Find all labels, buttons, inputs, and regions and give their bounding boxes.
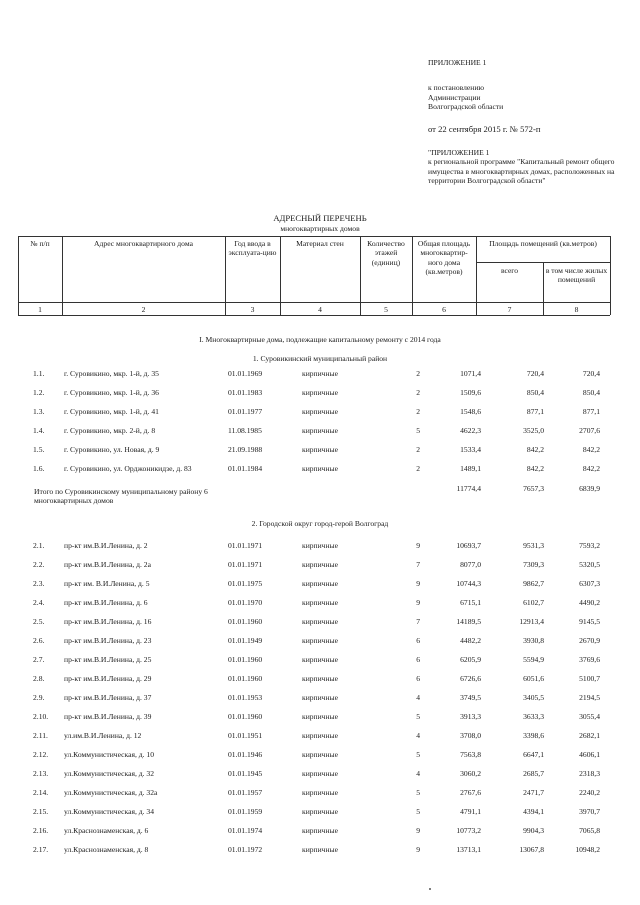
table-row: [0, 541, 640, 553]
row-year: 21.09.1988: [228, 445, 263, 454]
row-address: ул.Коммунистическая, д. 32а: [64, 788, 158, 797]
district-1-subtotal-values: [0, 484, 640, 496]
row-total-area: 6205,9: [460, 655, 481, 664]
row-floors: 5: [416, 712, 420, 721]
row-floors: 9: [416, 826, 420, 835]
row-number: 1.6.: [33, 464, 45, 473]
row-address: пр-кт им.В.И.Ленина, д. 23: [64, 636, 152, 645]
col-header-year: Год ввода в эксплуата-цию: [228, 239, 277, 258]
row-premises-all: 6102,7: [523, 598, 544, 607]
row-address: пр-кт им.В.И.Ленина, д. 25: [64, 655, 152, 664]
row-premises-residential: 842,2: [582, 464, 600, 473]
row-number: 2.9.: [33, 693, 45, 702]
row-number: 1.3.: [33, 407, 45, 416]
col-number-1: 1: [38, 305, 42, 314]
decree-date: от 22 сентября 2015 г. № 572-п: [428, 124, 541, 134]
row-year: 01.01.1969: [228, 369, 263, 378]
table-row: [0, 769, 640, 781]
col-header-floors: Количество этажей (единиц): [367, 239, 405, 267]
row-address: пр-кт им.В.И.Ленина, д. 39: [64, 712, 152, 721]
row-premises-all: 9904,3: [523, 826, 544, 835]
row-total-area: 1509,6: [460, 388, 481, 397]
col-number-8: 8: [574, 305, 579, 314]
row-premises-residential: 877,1: [582, 407, 600, 416]
row-material: кирпичные: [302, 807, 339, 816]
row-total-area: 4791,1: [460, 807, 481, 816]
row-material: кирпичные: [302, 674, 339, 683]
row-total-area: 8077,0: [460, 560, 481, 569]
row-premises-residential: 4606,1: [579, 750, 600, 759]
row-total-area: 7563,8: [460, 750, 481, 759]
row-premises-all: 2471,7: [523, 788, 544, 797]
row-year: 01.01.1945: [228, 769, 263, 778]
row-total-area: 1548,6: [460, 407, 481, 416]
row-address: ул.Коммунистическая, д. 34: [64, 807, 155, 816]
row-premises-all: 7309,3: [523, 560, 544, 569]
row-year: 01.01.1972: [228, 845, 263, 854]
row-material: кирпичные: [302, 693, 339, 702]
row-premises-all: 4394,1: [523, 807, 544, 816]
row-material: кирпичные: [302, 407, 339, 416]
row-premises-residential: 6307,3: [579, 579, 600, 588]
row-year: 01.01.1951: [228, 731, 263, 740]
row-year: 01.01.1959: [228, 807, 263, 816]
appendix-header: [428, 58, 628, 134]
col-header-residential: в том числе жилых помещений: [545, 266, 608, 285]
row-total-area: 4622,3: [460, 426, 481, 435]
row-premises-residential: 4490,2: [579, 598, 600, 607]
row-total-area: 14189,5: [456, 617, 481, 626]
row-year: 01.01.1949: [228, 636, 263, 645]
row-year: 01.01.1960: [228, 655, 263, 664]
row-address: г. Суровикино, ул. Новая, д. 9: [64, 445, 160, 454]
table-row: [0, 388, 640, 400]
table-row: [0, 693, 640, 705]
row-number: 2.16.: [33, 826, 49, 835]
row-floors: 5: [416, 426, 420, 435]
row-material: кирпичные: [302, 426, 339, 435]
program-appendix-title: "ПРИЛОЖЕНИЕ 1: [428, 148, 490, 157]
table-row: [0, 712, 640, 724]
col-header-all: всего: [500, 266, 519, 275]
row-number: 2.5.: [33, 617, 45, 626]
row-total-area: 1071,4: [460, 369, 481, 378]
decree-line-1: к постановлению: [428, 83, 485, 93]
row-premises-all: 6051,6: [523, 674, 544, 683]
table-row: [0, 674, 640, 686]
row-premises-residential: 850,4: [582, 388, 600, 397]
row-year: 01.01.1960: [228, 712, 263, 721]
row-premises-all: 3525,0: [523, 426, 544, 435]
row-total-area: 3913,3: [460, 712, 481, 721]
row-total-area: 2767,6: [460, 788, 481, 797]
row-floors: 4: [416, 769, 420, 778]
row-total-area: 3749,5: [460, 693, 481, 702]
row-premises-all: 13067,8: [519, 845, 544, 854]
row-address: пр-кт им.В.И.Ленина, д. 2а: [64, 560, 151, 569]
row-year: 01.01.1971: [228, 560, 263, 569]
row-total-area: 3060,2: [460, 769, 481, 778]
program-header: [428, 148, 633, 185]
row-premises-all: 720,4: [526, 369, 544, 378]
row-material: кирпичные: [302, 541, 339, 550]
row-number: 2.11.: [33, 731, 48, 740]
row-address: ул.Краснознаменская, д. 6: [64, 826, 149, 835]
row-floors: 5: [416, 807, 420, 816]
row-floors: 2: [416, 388, 420, 397]
row-floors: 6: [416, 674, 420, 683]
row-material: кирпичные: [302, 826, 339, 835]
row-number: 1.4.: [33, 426, 45, 435]
row-year: 01.01.1974: [228, 826, 263, 835]
row-premises-all: 5594,9: [523, 655, 544, 664]
district-1-subtotal-label: Итого по Суровикинскому муниципальному району 6 многоквартирных домов: [34, 487, 208, 506]
row-premises-residential: 2240,2: [579, 788, 600, 797]
row-premises-residential: 5100,7: [579, 674, 600, 683]
row-year: 01.01.1957: [228, 788, 263, 797]
row-premises-residential: 10948,2: [575, 845, 600, 854]
row-number: 2.10.: [33, 712, 49, 721]
section-heading: I. Многоквартирные дома, подлежащие капитальному ремонту с 2014 года: [199, 335, 441, 344]
row-address: г. Суровикино, мкр. 1-й, д. 36: [64, 388, 159, 397]
row-premises-all: 2685,7: [523, 769, 544, 778]
row-premises-residential: 7593,2: [579, 541, 600, 550]
row-floors: 7: [416, 560, 420, 569]
row-year: 01.01.1971: [228, 541, 263, 550]
row-premises-all: 877,1: [526, 407, 544, 416]
row-premises-residential: 2670,9: [579, 636, 600, 645]
row-number: 2.15.: [33, 807, 49, 816]
row-material: кирпичные: [302, 445, 339, 454]
row-premises-residential: 2194,5: [579, 693, 600, 702]
table-row: [0, 617, 640, 629]
row-material: кирпичные: [302, 788, 339, 797]
col-number-7: 7: [507, 305, 512, 314]
row-material: кирпичные: [302, 464, 339, 473]
row-floors: 9: [416, 845, 420, 854]
row-year: 01.01.1977: [228, 407, 263, 416]
row-address: пр-кт им.В.И.Ленина, д. 37: [64, 693, 152, 702]
row-total-area: 10744,3: [456, 579, 481, 588]
table-row: [0, 636, 640, 648]
row-number: 2.8.: [33, 674, 45, 683]
subtotal-total-area: 11774,4: [456, 484, 481, 493]
row-material: кирпичные: [302, 579, 339, 588]
row-address: г. Суровикино, мкр. 1-й, д. 35: [64, 369, 159, 378]
col-header-premises: Площадь помещений (кв.метров): [489, 239, 597, 248]
table-row: [0, 598, 640, 610]
row-premises-all: 842,2: [526, 464, 544, 473]
row-floors: 2: [416, 464, 420, 473]
document-title: АДРЕСНЫЙ ПЕРЕЧЕНЬ: [273, 213, 367, 223]
row-floors: 5: [416, 788, 420, 797]
decree-line-2: Администрации: [428, 92, 481, 102]
row-floors: 7: [416, 617, 420, 626]
row-premises-residential: 7065,8: [579, 826, 600, 835]
row-material: кирпичные: [302, 560, 339, 569]
table-row: [0, 407, 640, 419]
row-number: 1.1.: [33, 369, 45, 378]
row-address: г. Суровикино, ул. Орджоникидзе, д. 83: [64, 464, 192, 473]
row-floors: 5: [416, 750, 420, 759]
row-premises-all: 842,2: [526, 445, 544, 454]
col-header-no: № п/п: [30, 239, 50, 248]
table-row: [0, 788, 640, 800]
table-row: [0, 369, 640, 381]
col-header-total-area: Общая площадь многоквартир-ного дома (кв.метров): [417, 239, 471, 276]
row-address: ул.Коммунистическая, д. 32: [64, 769, 155, 778]
row-address: пр-кт им.В.И.Ленина, д. 6: [64, 598, 148, 607]
row-total-area: 4482,2: [460, 636, 481, 645]
col-header-address: Адрес многоквартирного дома: [94, 239, 193, 248]
table-row: [0, 579, 640, 591]
row-address: пр-кт им.В.И.Ленина, д. 16: [64, 617, 152, 626]
district-2-title: 2. Городской округ город-герой Волгоград: [251, 519, 389, 528]
table-row: [0, 426, 640, 438]
row-total-area: 10693,7: [456, 541, 481, 550]
row-material: кирпичные: [302, 731, 339, 740]
row-total-area: 10773,2: [456, 826, 481, 835]
row-total-area: 1533,4: [460, 445, 481, 454]
row-premises-residential: 3769,6: [579, 655, 600, 664]
row-premises-residential: 3055,4: [579, 712, 600, 721]
row-material: кирпичные: [302, 769, 339, 778]
row-premises-residential: 3970,7: [579, 807, 600, 816]
row-year: 11.08.1985: [228, 426, 262, 435]
district-1-title: 1. Суровикинский муниципальный район: [252, 354, 388, 363]
row-premises-all: 3405,5: [523, 693, 544, 702]
document-subtitle: многоквартирных домов: [280, 224, 360, 233]
row-premises-all: 3930,8: [523, 636, 544, 645]
row-total-area: 3708,0: [460, 731, 481, 740]
subtotal-premises-all: 7657,3: [523, 484, 544, 493]
subtotal-premises-residential: 6839,9: [579, 484, 600, 493]
row-premises-all: 3398,6: [523, 731, 544, 740]
row-premises-all: 9862,7: [523, 579, 544, 588]
row-premises-residential: 2682,1: [579, 731, 600, 740]
scan-speck: [429, 888, 431, 890]
row-year: 01.01.1946: [228, 750, 263, 759]
col-number-6: 6: [442, 305, 446, 314]
row-year: 01.01.1975: [228, 579, 263, 588]
table-row: [0, 845, 640, 857]
col-header-material: Материал стен: [296, 239, 344, 248]
table-row: [0, 560, 640, 572]
appendix-title: ПРИЛОЖЕНИЕ 1: [428, 58, 487, 67]
table-row: [0, 807, 640, 819]
row-address: ул.Краснознаменская, д. 8: [64, 845, 149, 854]
row-floors: 9: [416, 541, 420, 550]
col-number-4: 4: [318, 305, 322, 314]
row-material: кирпичные: [302, 712, 339, 721]
table-row: [0, 655, 640, 667]
row-address: пр-кт им.В.И.Ленина, д. 2: [64, 541, 148, 550]
row-floors: 9: [416, 598, 420, 607]
table-row: [0, 464, 640, 476]
row-premises-residential: 9145,5: [579, 617, 600, 626]
row-material: кирпичные: [302, 617, 339, 626]
row-premises-all: 850,4: [526, 388, 544, 397]
col-number-2: 2: [141, 305, 146, 314]
row-number: 2.14.: [33, 788, 49, 797]
program-description: к региональной программе "Капитальный ремонт общего имущества в многоквартирных домах, расположенных на территории Волгоградской области": [428, 157, 615, 185]
row-number: 2.12.: [33, 750, 49, 759]
decree-line-3: Волгоградской области: [428, 101, 504, 111]
row-number: 1.2.: [33, 388, 45, 397]
row-address: пр-кт им. В.И.Ленина, д. 5: [64, 579, 150, 588]
row-address: пр-кт им.В.И.Ленина, д. 29: [64, 674, 152, 683]
row-number: 2.1.: [33, 541, 45, 550]
row-year: 01.01.1960: [228, 674, 263, 683]
row-material: кирпичные: [302, 750, 339, 759]
row-total-area: 6726,6: [460, 674, 481, 683]
row-premises-all: 12913,4: [519, 617, 544, 626]
row-number: 2.7.: [33, 655, 45, 664]
row-number: 2.6.: [33, 636, 45, 645]
row-floors: 4: [416, 693, 420, 702]
row-material: кирпичные: [302, 636, 339, 645]
row-total-area: 13713,1: [456, 845, 481, 854]
row-material: кирпичные: [302, 598, 339, 607]
row-number: 2.13.: [33, 769, 49, 778]
table-row: [0, 445, 640, 457]
row-number: 2.4.: [33, 598, 45, 607]
row-floors: 2: [416, 369, 420, 378]
row-number: 2.2.: [33, 560, 45, 569]
row-floors: 2: [416, 407, 420, 416]
row-premises-all: 9531,3: [523, 541, 544, 550]
row-material: кирпичные: [302, 369, 339, 378]
row-floors: 6: [416, 655, 420, 664]
row-total-area: 1489,1: [460, 464, 481, 473]
row-floors: 6: [416, 636, 420, 645]
row-number: 1.5.: [33, 445, 45, 454]
row-address: ул.Коммунистическая, д. 10: [64, 750, 155, 759]
row-number: 2.17.: [33, 845, 49, 854]
row-address: г. Суровикино, мкр. 1-й, д. 41: [64, 407, 159, 416]
col-number-3: 3: [250, 305, 255, 314]
row-material: кирпичные: [302, 388, 339, 397]
table-row: [0, 826, 640, 838]
row-year: 01.01.1960: [228, 617, 263, 626]
table-row: [0, 731, 640, 743]
row-year: 01.01.1983: [228, 388, 263, 397]
row-premises-residential: 720,4: [582, 369, 600, 378]
row-floors: 2: [416, 445, 420, 454]
row-material: кирпичные: [302, 845, 339, 854]
row-address: г. Суровикино, мкр. 2-й, д. 8: [64, 426, 156, 435]
row-premises-residential: 2707,6: [579, 426, 600, 435]
row-year: 01.01.1984: [228, 464, 263, 473]
row-total-area: 6715,1: [460, 598, 481, 607]
row-floors: 9: [416, 579, 420, 588]
row-floors: 4: [416, 731, 420, 740]
col-number-5: 5: [384, 305, 388, 314]
row-premises-residential: 2318,3: [579, 769, 600, 778]
row-number: 2.3.: [33, 579, 45, 588]
row-material: кирпичные: [302, 655, 339, 664]
row-premises-all: 3633,3: [523, 712, 544, 721]
row-premises-residential: 5320,5: [579, 560, 600, 569]
row-year: 01.01.1970: [228, 598, 263, 607]
row-premises-residential: 842,2: [582, 445, 600, 454]
row-address: ул.им.В.И.Ленина, д. 12: [64, 731, 142, 740]
table-row: [0, 750, 640, 762]
row-premises-all: 6647,1: [523, 750, 544, 759]
row-year: 01.01.1953: [228, 693, 263, 702]
